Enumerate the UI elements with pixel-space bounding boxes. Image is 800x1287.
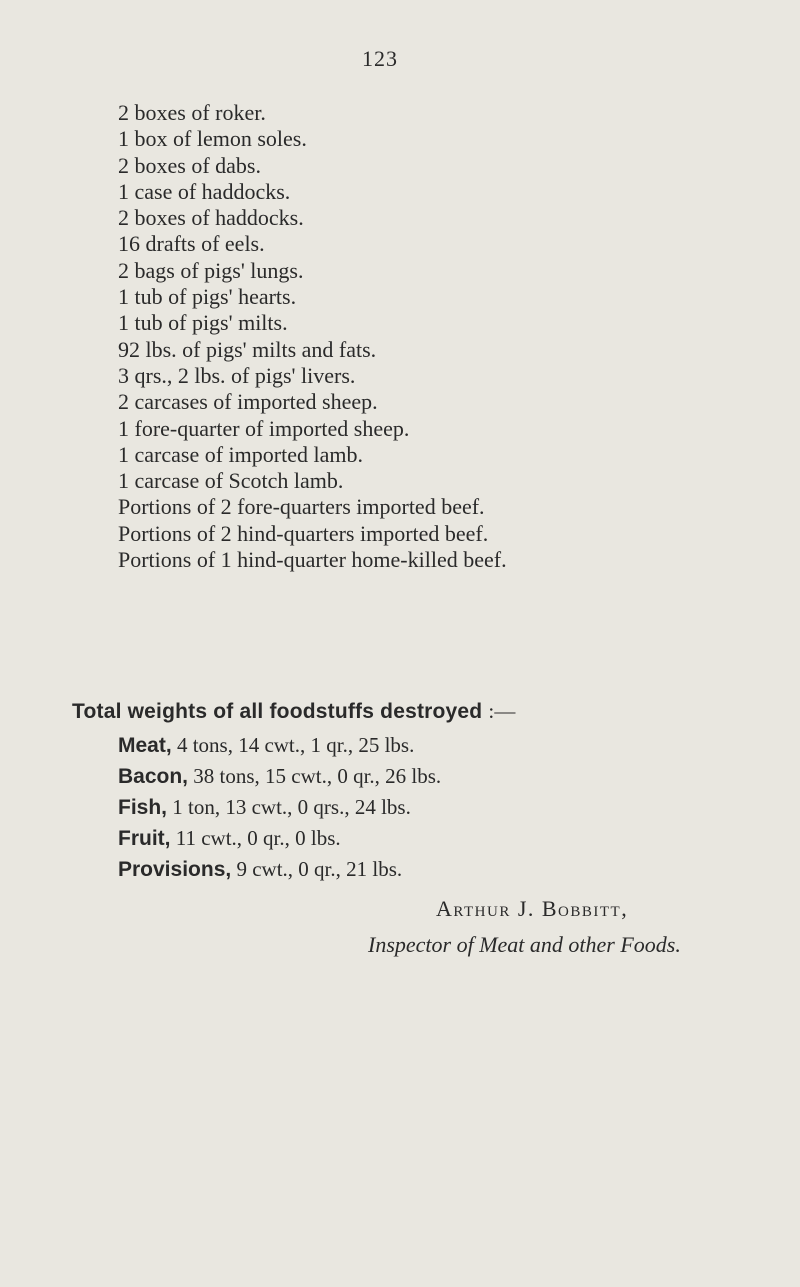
totals-row xyxy=(118,823,441,854)
list-item: 1 carcase of Scotch lamb. xyxy=(118,468,344,494)
list-item: 16 drafts of eels. xyxy=(118,231,265,257)
totals-row-label: Fruit, xyxy=(118,827,171,850)
totals-row-value: 4 tons, 14 cwt., 1 qr., 25 lbs. xyxy=(176,733,415,757)
list-item: 1 case of haddocks. xyxy=(118,178,291,204)
list-item: Portions of 2 hind-quarters imported beef. xyxy=(118,520,489,546)
list-item: 1 fore-quarter of imported sheep. xyxy=(118,415,410,441)
destroyed-items-list xyxy=(118,100,507,573)
list-item: 2 boxes of haddocks. xyxy=(118,205,304,231)
page-number: 123 xyxy=(362,46,398,71)
totals-heading xyxy=(72,699,516,724)
totals-row xyxy=(118,854,441,885)
totals-list xyxy=(118,730,441,885)
totals-row-value: 11 cwt., 0 qr., 0 lbs. xyxy=(175,826,341,850)
totals-heading-text: Total weights of all foodstuffs destroyed xyxy=(72,700,483,723)
list-item: 3 qrs., 2 lbs. of pigs' livers. xyxy=(118,362,356,388)
list-item: 1 carcase of imported lamb. xyxy=(118,441,363,467)
list-item: 1 tub of pigs' milts. xyxy=(118,310,288,336)
totals-row xyxy=(118,761,441,792)
list-item: 1 tub of pigs' hearts. xyxy=(118,284,297,310)
signature-title: Inspector of Meat and other Foods. xyxy=(368,932,681,957)
totals-row-label: Bacon, xyxy=(118,765,189,788)
list-item: 1 box of lemon soles. xyxy=(118,126,307,152)
totals-row xyxy=(118,730,441,761)
list-item: Portions of 1 hind-quarter home-killed beef. xyxy=(118,547,507,573)
list-item: 92 lbs. of pigs' milts and fats. xyxy=(118,336,377,362)
totals-row-label: Provisions, xyxy=(118,858,232,881)
list-item: 2 bags of pigs' lungs. xyxy=(118,257,304,283)
totals-heading-suffix: :— xyxy=(488,699,516,723)
totals-row-value: 38 tons, 15 cwt., 0 qr., 26 lbs. xyxy=(193,764,442,788)
list-item: 2 carcases of imported sheep. xyxy=(118,389,378,415)
signature-name: Arthur J. Bobbitt, xyxy=(436,896,629,921)
totals-row-value: 1 ton, 13 cwt., 0 qrs., 24 lbs. xyxy=(172,795,411,819)
totals-row-label: Meat, xyxy=(118,734,172,757)
list-item: 2 boxes of dabs. xyxy=(118,152,261,178)
totals-row-value: 9 cwt., 0 qr., 21 lbs. xyxy=(236,857,403,881)
list-item: 2 boxes of roker. xyxy=(118,100,266,125)
totals-row-label: Fish, xyxy=(118,796,168,819)
totals-row xyxy=(118,792,441,823)
list-item: Portions of 2 fore-quarters imported beef. xyxy=(118,494,485,520)
